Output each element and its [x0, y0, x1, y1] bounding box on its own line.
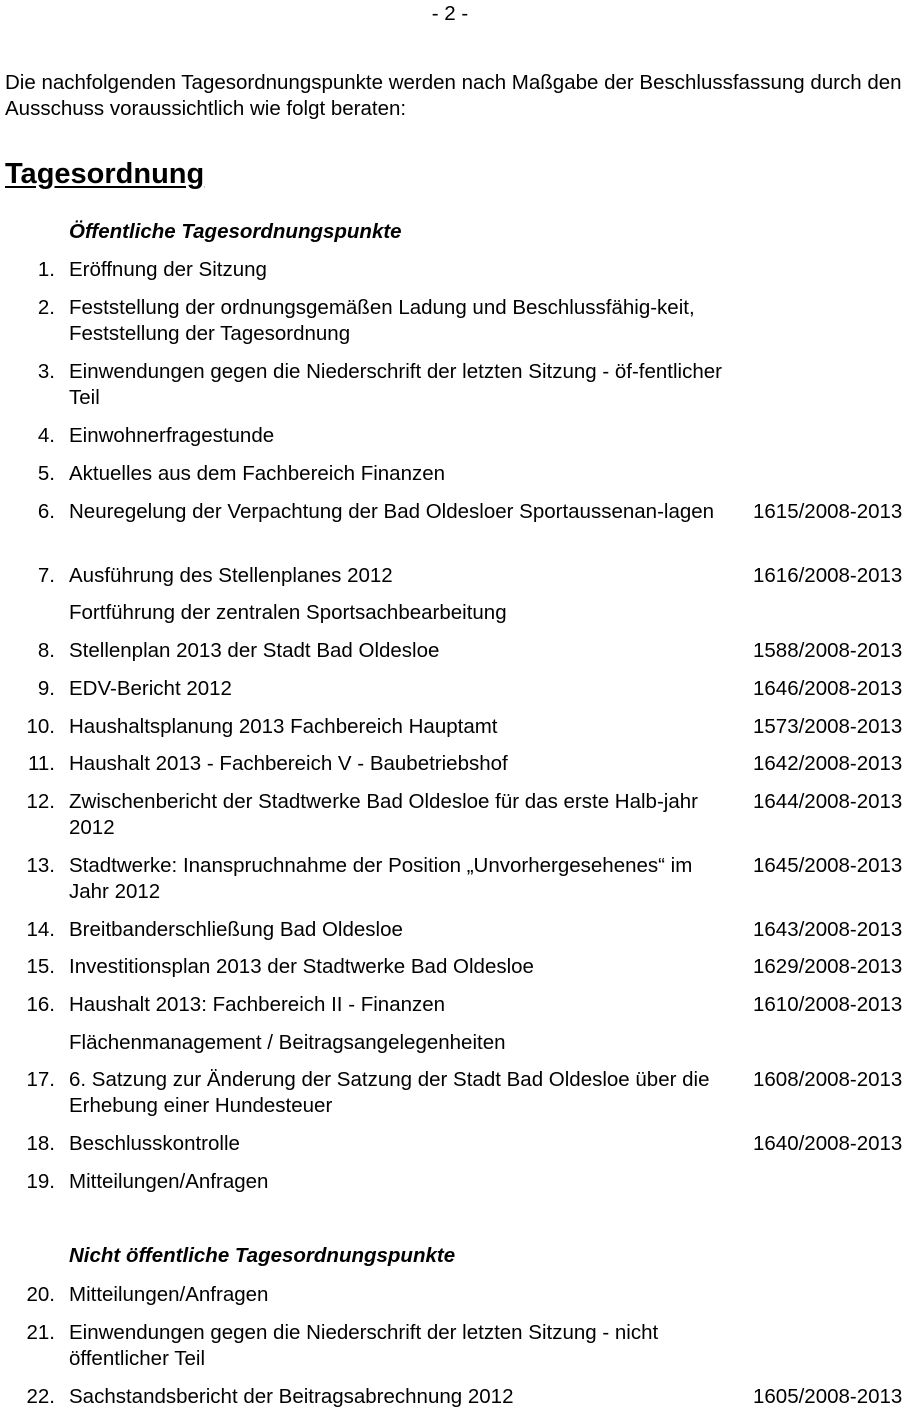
item-number: 15. — [26, 955, 55, 978]
intro-text: Die nachfolgenden Tagesordnungspunkte werden nach Maßgabe der Beschlussfassung durch den Ausschuss voraussichtlich wie folgt beraten: — [5, 71, 902, 120]
item-number: 4. — [37, 424, 55, 447]
item-text: EDV-Bericht 2012 — [69, 677, 232, 700]
item-text: Flächenmanagement / Beitragsangelegenheiten — [69, 1031, 506, 1054]
item-text: Beschlusskontrolle — [69, 1132, 240, 1155]
item-number: 5. — [37, 462, 55, 485]
item-number: 17. — [26, 1068, 55, 1091]
item-text: Einwohnerfragestunde — [69, 424, 275, 447]
item-vorlage: 1573/2008-2013 — [753, 715, 903, 738]
item-text: Haushalt 2013: Fachbereich II - Finanzen — [69, 993, 446, 1016]
item-number: 7. — [37, 564, 55, 587]
item-vorlage: 1616/2008-2013 — [753, 564, 903, 587]
item-number: 2. — [37, 296, 55, 319]
item-number: 19. — [26, 1170, 55, 1193]
item-number: 13. — [26, 854, 55, 877]
item-text: Eröffnung der Sitzung — [69, 258, 267, 281]
item-number: 21. — [26, 1321, 55, 1344]
item-text: Mitteilungen/Anfragen — [69, 1283, 269, 1306]
item-vorlage: 1644/2008-2013 — [753, 790, 903, 813]
agenda-heading: Tagesordnung — [5, 158, 205, 190]
item-number: 11. — [28, 752, 55, 775]
item-text: Mitteilungen/Anfragen — [69, 1170, 269, 1193]
item-text: Einwendungen gegen die Niederschrift der letzten Sitzung - öf-fentlicher Teil — [69, 360, 722, 409]
item-vorlage: 1615/2008-2013 — [753, 500, 903, 523]
item-vorlage: 1605/2008-2013 — [753, 1385, 903, 1408]
item-number: 1. — [37, 258, 55, 281]
item-number: 18. — [26, 1132, 55, 1155]
item-number: 12. — [26, 790, 55, 813]
item-text: Einwendungen gegen die Niederschrift der letzten Sitzung - nicht öffentlicher Teil — [69, 1321, 659, 1370]
item-number: 22. — [26, 1385, 55, 1408]
item-number: 6. — [37, 500, 55, 523]
item-vorlage: 1643/2008-2013 — [753, 918, 903, 941]
section-title-public: Öffentliche Tagesordnungspunkte — [69, 220, 402, 243]
item-text: Stellenplan 2013 der Stadt Bad Oldesloe — [69, 639, 440, 662]
item-number: 8. — [37, 639, 55, 662]
item-text: Breitbanderschließung Bad Oldesloe — [69, 918, 403, 941]
item-vorlage: 1588/2008-2013 — [753, 639, 903, 662]
item-vorlage: 1640/2008-2013 — [753, 1132, 903, 1155]
item-text: 6. Satzung zur Änderung der Satzung der Stadt Bad Oldesloe über die Erhebung einer Hundesteuer — [69, 1068, 710, 1117]
item-text: Ausführung des Stellenplanes 2012 — [69, 564, 393, 587]
item-number: 10. — [26, 715, 55, 738]
item-number: 14. — [26, 918, 55, 941]
item-text: Fortführung der zentralen Sportsachbearbeitung — [69, 601, 507, 624]
section-title-non-public: Nicht öffentliche Tagesordnungspunkte — [69, 1244, 456, 1267]
item-vorlage: 1610/2008-2013 — [753, 993, 903, 1016]
item-text: Investitionsplan 2013 der Stadtwerke Bad Oldesloe — [69, 955, 534, 978]
item-text: Neuregelung der Verpachtung der Bad Oldesloer Sportaussenan-lagen — [69, 500, 715, 523]
item-number: 9. — [37, 677, 55, 700]
item-text: Haushalt 2013 - Fachbereich V - Baubetriebshof — [69, 752, 508, 775]
item-vorlage: 1608/2008-2013 — [753, 1068, 903, 1091]
item-number: 3. — [37, 360, 55, 383]
item-number: 20. — [26, 1283, 55, 1306]
item-vorlage: 1629/2008-2013 — [753, 955, 903, 978]
item-vorlage: 1642/2008-2013 — [753, 752, 903, 775]
item-vorlage: 1646/2008-2013 — [753, 677, 903, 700]
item-text: Haushaltsplanung 2013 Fachbereich Hauptamt — [69, 715, 498, 738]
item-vorlage: 1645/2008-2013 — [753, 854, 903, 877]
item-text: Zwischenbericht der Stadtwerke Bad Oldesloe für das erste Halb-jahr 2012 — [69, 790, 698, 839]
item-text: Stadtwerke: Inanspruchnahme der Position „Unvorhergesehenes“ im Jahr 2012 — [69, 854, 693, 903]
item-text: Sachstandsbericht der Beitragsabrechnung 2012 — [69, 1385, 514, 1408]
item-text: Aktuelles aus dem Fachbereich Finanzen — [69, 462, 446, 485]
page-number: - 2 - — [431, 2, 469, 25]
item-number: 16. — [26, 993, 55, 1016]
item-text: Feststellung der ordnungsgemäßen Ladung und Beschlussfähig-keit, Feststellung der Tagesordnung — [69, 296, 695, 345]
